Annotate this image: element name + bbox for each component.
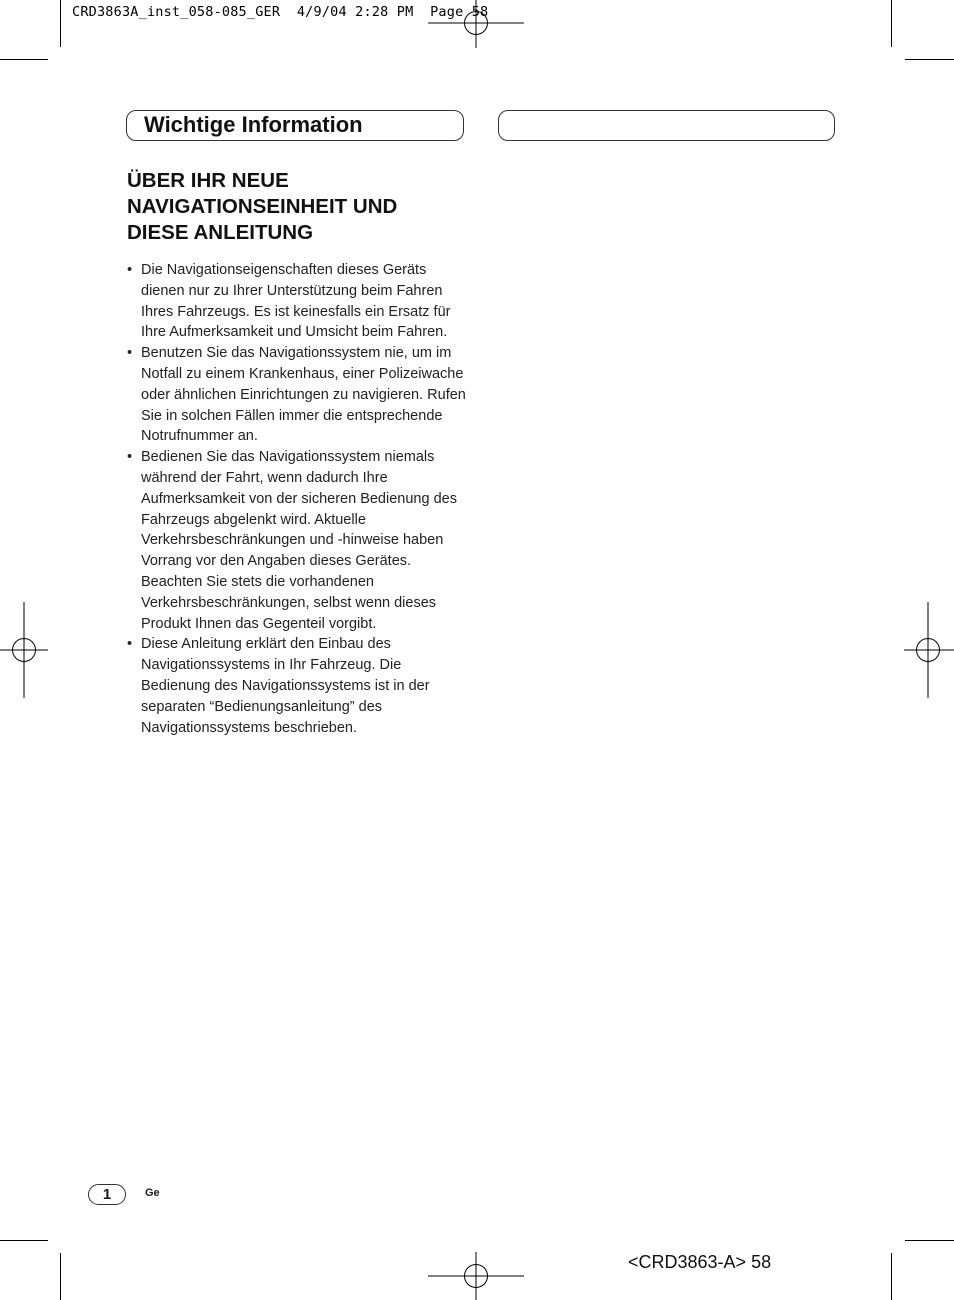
crop-mark-top-left-horizontal (0, 59, 48, 60)
info-bullet-list (127, 260, 472, 738)
crop-mark-bottom-right-vertical (891, 1253, 892, 1300)
list-item: • Diese Anleitung erklärt den Einbau des Navigationssystems in Ihr Fahrzeug. Die Bedienung des Navigationssystems ist in der separaten “Bedienungsanleitung” des Navigationssystems beschrieben. (127, 634, 472, 738)
crop-mark-bottom-right-horizontal (905, 1240, 954, 1241)
page-heading (127, 168, 467, 246)
registration-mark-icon (904, 602, 954, 698)
section-title: Wichtige Information (144, 112, 363, 137)
heading-line: DIESE ANLEITUNG (127, 221, 314, 244)
heading-line: ÜBER IHR NEUE (127, 169, 289, 192)
empty-tab (498, 110, 835, 141)
section-number-badge: 1 (88, 1184, 126, 1205)
registration-mark-icon (428, 1252, 524, 1300)
list-item: • Die Navigationseigenschaften dieses Geräts dienen nur zu Ihrer Unterstützung beim Fahren Ihres Fahrzeugs. Es ist keinesfalls ein Ersatz für Ihre Aufmerksamkeit und Umsicht beim Fahren. (127, 260, 472, 343)
section-tab (126, 110, 464, 141)
crop-mark-top-right-horizontal (905, 59, 954, 60)
document-code: <CRD3863-A> 58 (628, 1252, 772, 1272)
print-slug: CRD3863A_inst_058-085_GER 4/9/04 2:28 PM Page 58 (72, 4, 489, 20)
list-item: • Bedienen Sie das Navigationssystem niemals während der Fahrt, wenn dadurch Ihre Aufmerksamkeit von der sicheren Bedienung des Fahrzeugs abgelenkt wird. Aktuelle Verkehrsbeschränkungen und -hinweise haben Vorrang vor den Angaben dieses Gerätes. Beachten Sie stets die vorhandenen Verkehrsbeschränkungen, selbst wenn dieses Produkt Ihnen das Gegenteil vorgibt. (127, 447, 472, 634)
crop-mark-bottom-left-horizontal (0, 1240, 48, 1241)
crop-mark-bottom-left-vertical (60, 1253, 61, 1300)
language-code: Ge (145, 1187, 160, 1199)
registration-mark-icon (0, 602, 48, 698)
crop-mark-top-right-vertical (891, 0, 892, 47)
crop-mark-top-left-vertical (60, 0, 61, 47)
list-item: • Benutzen Sie das Navigationssystem nie, um im Notfall zu einem Krankenhaus, einer Polizeiwache oder ähnlichen Einrichtungen zu navigieren. Rufen Sie in solchen Fällen immer die entsprechende Notrufnummer an. (127, 343, 472, 447)
heading-line: NAVIGATIONSEINHEIT UND (127, 195, 398, 218)
